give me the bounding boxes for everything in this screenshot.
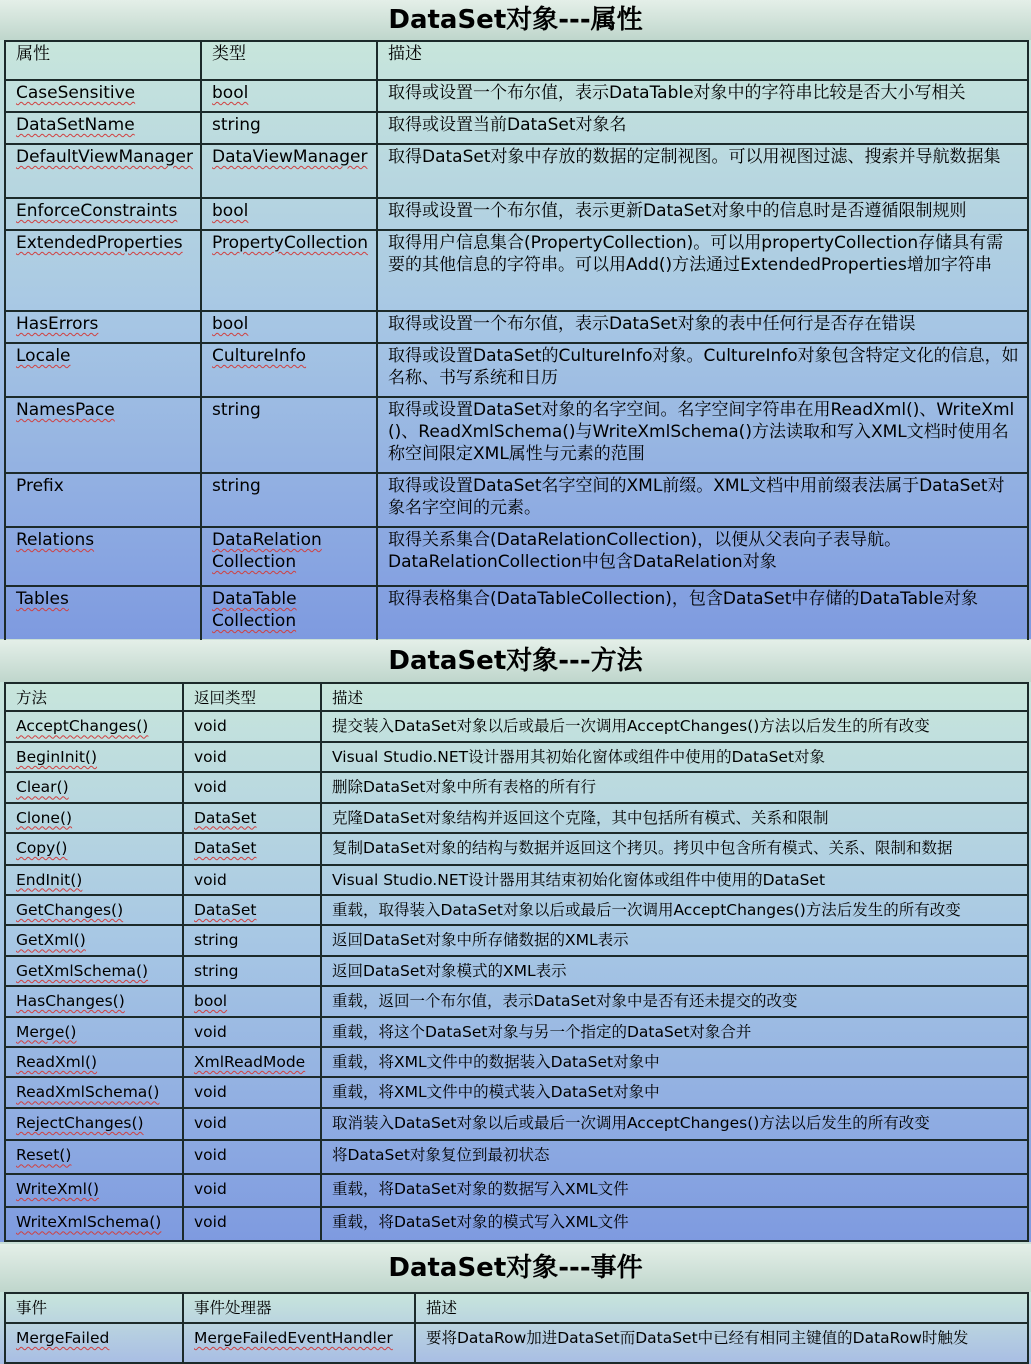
method-type-cell: void [183, 1017, 321, 1047]
property-type-cell: bool [201, 311, 377, 343]
table-row [5, 865, 1028, 895]
method-name-cell: WriteXmlSchema() [5, 1207, 183, 1241]
property-description-cell: 取得或设置DataSet对象的名字空间。名字空间字符串在用ReadXml()、WriteXml ()、ReadXmlSchema()与WriteXmlSchema()方法读取和写入XML文档时使用名称空间限定XML属性与元素的范围 [377, 397, 1028, 473]
table-row [5, 772, 1028, 802]
method-description-cell: 重载，将DataSet对象的模式写入XML文件 [321, 1207, 1028, 1241]
method-type-cell: string [183, 956, 321, 986]
property-header-row [5, 41, 1028, 80]
event-name-cell: MergeFailed [5, 1323, 183, 1363]
method-type-cell: DataSet [183, 803, 321, 833]
method-header-cell: 方法 [5, 683, 183, 711]
table-row [5, 80, 1028, 112]
table-row [5, 833, 1028, 864]
table-row [5, 956, 1028, 986]
property-type-cell: string [201, 397, 377, 473]
method-name-cell: AcceptChanges() [5, 711, 183, 741]
property-type-cell: bool [201, 198, 377, 230]
property-description-cell: 取得或设置一个布尔值，表示更新DataSet对象中的信息时是否遵循限制规则 [377, 198, 1028, 230]
property-name-cell: CaseSensitive [5, 80, 201, 112]
method-type-cell: void [183, 742, 321, 772]
property-type-cell: PropertyCollection [201, 230, 377, 311]
events-title: DataSet对象---事件 [0, 1244, 1031, 1292]
property-type-cell: DataTable Collection [201, 586, 377, 645]
method-description-cell: 复制DataSet对象的结构与数据并返回这个拷贝。拷贝中包含所有模式、关系、限制和数据 [321, 833, 1028, 864]
properties-title: DataSet对象---属性 [0, 0, 1031, 40]
method-type-cell: void [183, 711, 321, 741]
property-description-cell: 取得或设置一个布尔值，表示DataTable对象中的字符串比较是否大小写相关 [377, 80, 1028, 112]
method-type-cell: void [183, 1077, 321, 1107]
property-header-cell: 描述 [377, 41, 1028, 80]
method-name-cell: ReadXmlSchema() [5, 1077, 183, 1107]
property-name-cell: Locale [5, 343, 201, 397]
event-header-cell: 事件 [5, 1293, 183, 1323]
table-row [5, 311, 1028, 343]
table-row [5, 586, 1028, 645]
event-header-cell: 事件处理器 [183, 1293, 415, 1323]
property-description-cell: 取得或设置DataSet的CultureInfo对象。CultureInfo对象包含特定文化的信息，如名称、书写系统和日历 [377, 343, 1028, 397]
method-description-cell: 重载，将XML文件中的数据装入DataSet对象中 [321, 1047, 1028, 1077]
method-name-cell: Clone() [5, 803, 183, 833]
property-description-cell: 取得用户信息集合(PropertyCollection)。可以用propertyCollection存储具有需要的其他信息的字符串。可以用Add()方法通过ExtendedProperties增加字符串 [377, 230, 1028, 311]
method-description-cell: 重载，将XML文件中的模式装入DataSet对象中 [321, 1077, 1028, 1107]
table-row [5, 198, 1028, 230]
table-row [5, 230, 1028, 311]
property-name-cell: Prefix [5, 473, 201, 527]
property-type-cell: bool [201, 80, 377, 112]
method-type-cell: XmlReadMode [183, 1047, 321, 1077]
table-row [5, 473, 1028, 527]
table-row [5, 1140, 1028, 1173]
method-header-row [5, 683, 1028, 711]
method-name-cell: EndInit() [5, 865, 183, 895]
property-name-cell: HasErrors [5, 311, 201, 343]
method-type-cell: void [183, 1207, 321, 1241]
method-type-cell: DataSet [183, 833, 321, 864]
method-type-cell: void [183, 1108, 321, 1140]
method-header-cell: 描述 [321, 683, 1028, 711]
methods-table [4, 682, 1029, 1242]
event-header-cell: 描述 [415, 1293, 1028, 1323]
table-row [5, 711, 1028, 741]
method-description-cell: 将DataSet对象复位到最初状态 [321, 1140, 1028, 1173]
method-description-cell: 重载，取得装入DataSet对象以后或最后一次调用AcceptChanges()方法后发生的所有改变 [321, 895, 1028, 925]
table-row [5, 1174, 1028, 1207]
method-name-cell: GetXml() [5, 925, 183, 955]
method-header-cell: 返回类型 [183, 683, 321, 711]
method-description-cell: Visual Studio.NET设计器用其结束初始化窗体或组件中使用的DataSet [321, 865, 1028, 895]
property-header-cell: 属性 [5, 41, 201, 80]
property-description-cell: 取得或设置当前DataSet对象名 [377, 112, 1028, 144]
method-description-cell: 重载，返回一个布尔值，表示DataSet对象中是否有还未提交的改变 [321, 986, 1028, 1016]
property-type-cell: DataRelation Collection [201, 527, 377, 586]
events-table [4, 1292, 1029, 1364]
table-row [5, 895, 1028, 925]
table-row [5, 1017, 1028, 1047]
properties-table [4, 40, 1029, 646]
method-description-cell: 返回DataSet对象中所存储数据的XML表示 [321, 925, 1028, 955]
property-name-cell: ExtendedProperties [5, 230, 201, 311]
method-name-cell: Reset() [5, 1140, 183, 1173]
property-type-cell: string [201, 112, 377, 144]
property-type-cell: DataViewManager [201, 144, 377, 198]
event-description-cell: 要将DataRow加进DataSet而DataSet中已经有相同主键值的DataRow时触发 [415, 1323, 1028, 1363]
table-row [5, 144, 1028, 198]
property-description-cell: 取得表格集合(DataTableCollection)，包含DataSet中存储的DataTable对象 [377, 586, 1028, 645]
table-row [5, 742, 1028, 772]
method-description-cell: 重载，将DataSet对象的数据写入XML文件 [321, 1174, 1028, 1207]
method-name-cell: HasChanges() [5, 986, 183, 1016]
property-name-cell: DataSetName [5, 112, 201, 144]
event-header-row [5, 1293, 1028, 1323]
method-name-cell: WriteXml() [5, 1174, 183, 1207]
method-type-cell: void [183, 772, 321, 802]
methods-title: DataSet对象---方法 [0, 640, 1031, 682]
table-row [5, 397, 1028, 473]
table-row [5, 112, 1028, 144]
table-row [5, 343, 1028, 397]
property-name-cell: EnforceConstraints [5, 198, 201, 230]
method-name-cell: GetChanges() [5, 895, 183, 925]
method-name-cell: GetXmlSchema() [5, 956, 183, 986]
property-type-cell: string [201, 473, 377, 527]
method-type-cell: void [183, 865, 321, 895]
table-row [5, 803, 1028, 833]
property-name-cell: DefaultViewManager [5, 144, 201, 198]
method-description-cell: 提交装入DataSet对象以后或最后一次调用AcceptChanges()方法以后发生的所有改变 [321, 711, 1028, 741]
method-type-cell: bool [183, 986, 321, 1016]
property-header-cell: 类型 [201, 41, 377, 80]
event-type-cell: MergeFailedEventHandler [183, 1323, 415, 1363]
property-description-cell: 取得关系集合(DataRelationCollection)，以便从父表向子表导航。DataRelationCollection中包含DataRelation对象 [377, 527, 1028, 586]
method-type-cell: void [183, 1174, 321, 1207]
property-name-cell: NamesPace [5, 397, 201, 473]
method-type-cell: void [183, 1140, 321, 1173]
table-row [5, 1108, 1028, 1140]
method-description-cell: 取消装入DataSet对象以后或最后一次调用AcceptChanges()方法以后发生的所有改变 [321, 1108, 1028, 1140]
table-row [5, 986, 1028, 1016]
method-name-cell: ReadXml() [5, 1047, 183, 1077]
table-row [5, 1207, 1028, 1241]
method-name-cell: Clear() [5, 772, 183, 802]
table-row [5, 1077, 1028, 1107]
method-description-cell: 删除DataSet对象中所有表格的所有行 [321, 772, 1028, 802]
table-row [5, 925, 1028, 955]
table-row [5, 1323, 1028, 1363]
method-description-cell: Visual Studio.NET设计器用其初始化窗体或组件中使用的DataSet对象 [321, 742, 1028, 772]
property-description-cell: 取得DataSet对象中存放的数据的定制视图。可以用视图过滤、搜索并导航数据集 [377, 144, 1028, 198]
property-name-cell: Tables [5, 586, 201, 645]
method-description-cell: 返回DataSet对象模式的XML表示 [321, 956, 1028, 986]
property-name-cell: Relations [5, 527, 201, 586]
table-row [5, 1047, 1028, 1077]
property-description-cell: 取得或设置DataSet名字空间的XML前缀。XML文档中用前缀表法属于DataSet对象名字空间的元素。 [377, 473, 1028, 527]
property-type-cell: CultureInfo [201, 343, 377, 397]
method-name-cell: Copy() [5, 833, 183, 864]
method-description-cell: 重载，将这个DataSet对象与另一个指定的DataSet对象合并 [321, 1017, 1028, 1047]
method-name-cell: BeginInit() [5, 742, 183, 772]
method-type-cell: DataSet [183, 895, 321, 925]
method-name-cell: RejectChanges() [5, 1108, 183, 1140]
method-type-cell: string [183, 925, 321, 955]
method-name-cell: Merge() [5, 1017, 183, 1047]
property-description-cell: 取得或设置一个布尔值，表示DataSet对象的表中任何行是否存在错误 [377, 311, 1028, 343]
table-row [5, 527, 1028, 586]
method-description-cell: 克隆DataSet对象结构并返回这个克隆，其中包括所有模式、关系和限制 [321, 803, 1028, 833]
